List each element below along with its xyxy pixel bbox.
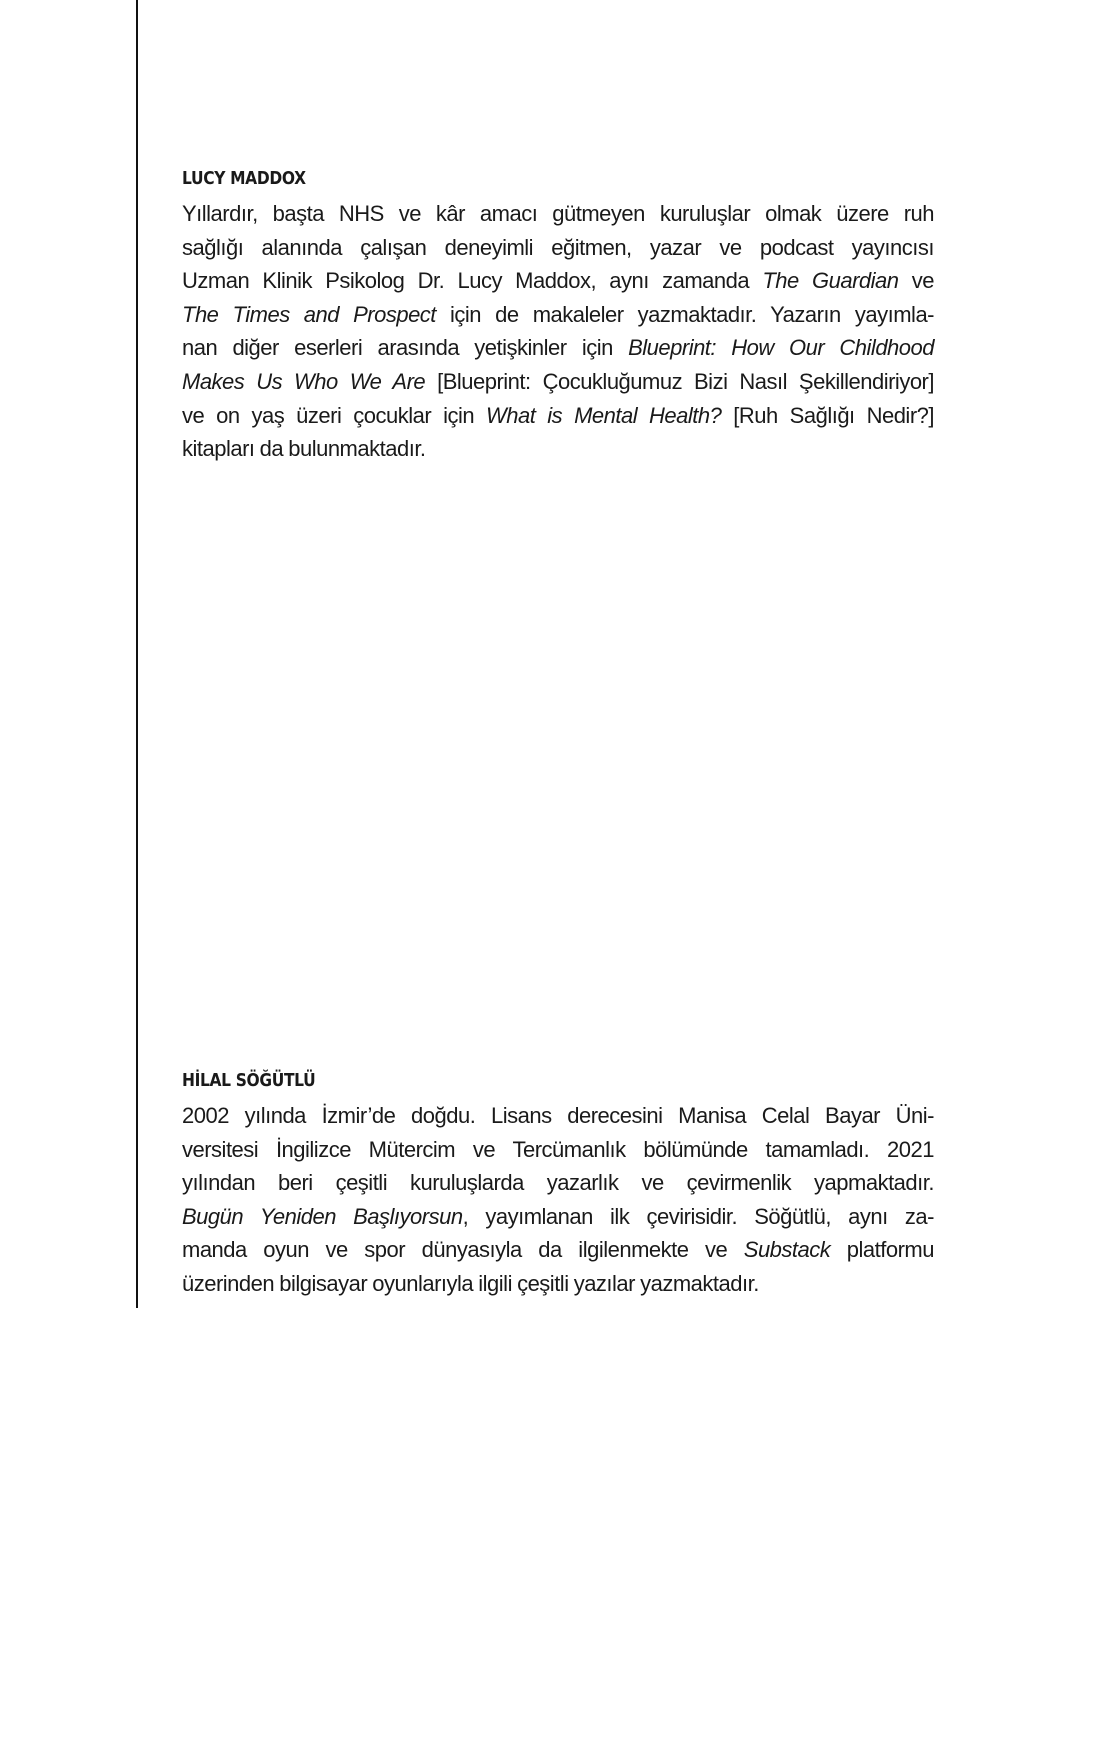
italic-title: Makes Us Who We Are <box>182 368 426 394</box>
text-line <box>182 264 934 298</box>
text-segment: üzerinden bilgisayar oyunlarıyla ilgili çeşitli yazılar yazmaktadır. <box>182 1270 759 1296</box>
text-line <box>182 1233 934 1267</box>
text-line <box>182 432 934 466</box>
text-line <box>182 399 934 433</box>
text-line <box>182 331 934 365</box>
text-segment: için de makaleler yazmaktadır. Yazarın yayımla- <box>435 301 935 327</box>
text-segment: ve <box>898 268 934 294</box>
text-segment: yılından beri çeşitli kuruluşlarda yazarlık ve çevirmenlik yapmaktadır. <box>182 1170 934 1196</box>
text-line <box>182 1267 934 1301</box>
text-line <box>182 1200 934 1234</box>
text-segment: kitapları da bulunmaktadır. <box>182 436 426 462</box>
text-line <box>182 1099 934 1133</box>
text-segment: sağlığı alanında çalışan deneyimli eğitmen, yazar ve podcast yayıncısı <box>182 234 934 260</box>
text-segment: ve on yaş üzeri çocuklar için <box>182 402 487 428</box>
italic-title: What is Mental Health? <box>486 402 722 428</box>
bio-text <box>182 1099 934 1301</box>
text-segment: platformu <box>830 1237 934 1263</box>
bio-lucy-maddox <box>182 166 934 466</box>
text-line <box>182 1166 934 1200</box>
text-segment: manda oyun ve spor dünyasıyla da ilgilenmekte ve <box>182 1237 744 1263</box>
italic-title: The Guardian <box>762 268 899 294</box>
italic-title: Blueprint: How Our Childhood <box>628 335 934 361</box>
italic-title: Substack <box>743 1237 831 1263</box>
margin-rule <box>136 0 138 1308</box>
text-segment: nan diğer eserleri arasında yetişkinler için <box>182 335 629 361</box>
bio-text <box>182 197 934 466</box>
text-segment: Yıllardır, başta NHS ve kâr amacı gütmeyen kuruluşlar olmak üzere ruh <box>182 201 934 226</box>
text-segment: Uzman Klinik Psikolog Dr. Lucy Maddox, aynı zamanda <box>182 268 763 294</box>
text-line <box>182 365 934 399</box>
text-segment: versitesi İngilizce Mütercim ve Tercümanlık bölümünde tamamladı. 2021 <box>182 1136 934 1162</box>
bio-name: LUCY MADDOX <box>182 168 306 189</box>
bio-name: HİLAL SÖĞÜTLÜ <box>182 1070 316 1091</box>
text-line <box>182 231 934 265</box>
italic-title: Bugün Yeniden Başlıyorsun <box>182 1203 463 1229</box>
text-segment: 2002 yılında İzmir’de doğdu. Lisans derecesini Manisa Celal Bayar Üni- <box>182 1103 934 1128</box>
text-segment: , yayımlanan ilk çevirisidir. Söğütlü, aynı za- <box>462 1203 934 1229</box>
text-line <box>182 298 934 332</box>
text-line <box>182 197 934 231</box>
text-segment: [Blueprint: Çocukluğumuz Bizi Nasıl Şekillendiriyor] <box>425 368 934 394</box>
italic-title: The Times and Prospect <box>182 301 436 327</box>
text-line <box>182 1133 934 1167</box>
text-segment: [Ruh Sağlığı Nedir?] <box>721 402 934 428</box>
bio-hilal-sogutlu <box>182 1068 934 1301</box>
